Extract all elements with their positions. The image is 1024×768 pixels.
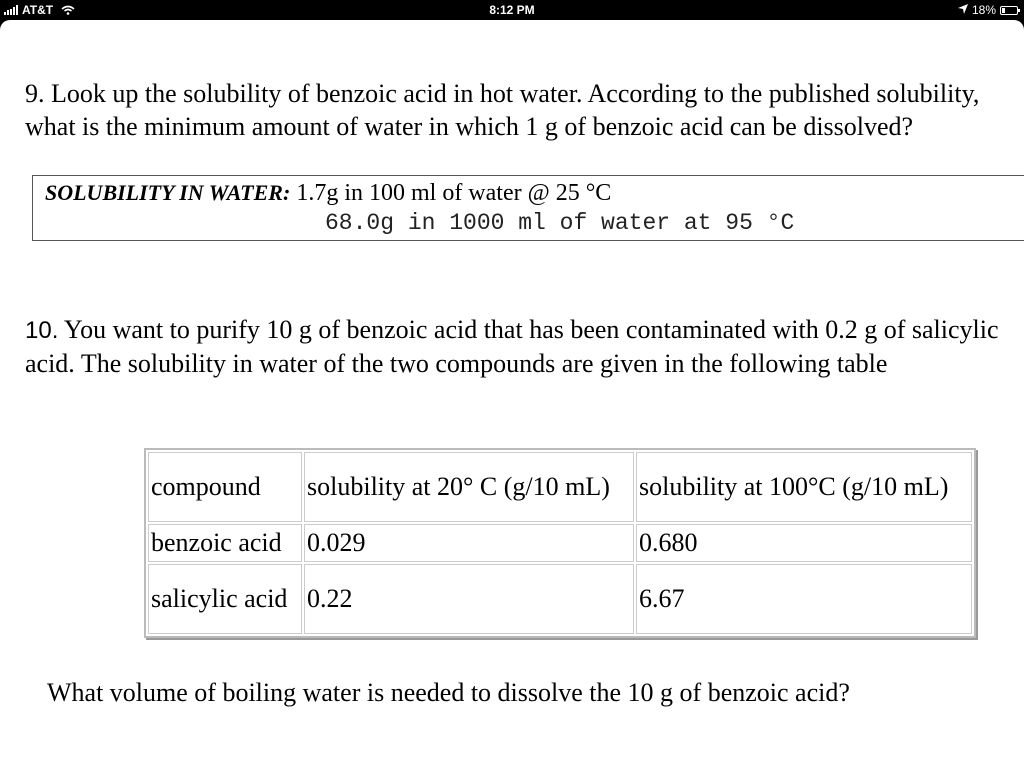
solubility-label: SOLUBILITY IN WATER:: [45, 180, 291, 205]
solubility-line-1: [45, 179, 611, 207]
table-header-row: [148, 452, 972, 522]
solubility-table: [144, 448, 976, 638]
question-9-text: 9. Look up the solubility of benzoic acid in hot water. According to the published solubility, what is the minimum amount of water in which 1 g of benzoic acid can be dissolved?: [25, 79, 980, 141]
solubility-value-95c: 68.0g in 1000 ml of water at 95 °C: [325, 210, 795, 236]
table-cell: 0.680: [636, 524, 972, 562]
status-right: [958, 3, 1018, 17]
question-10-body: You want to purify 10 g of benzoic acid that has been contaminated with 0.2 g of salicylic acid. The solubility in water of the two compounds are given in the following table: [25, 315, 999, 378]
status-bar: [0, 0, 1024, 20]
document-page[interactable]: [0, 20, 1024, 768]
table-row: [148, 564, 972, 634]
solubility-value-25c: 1.7g in 100 ml of water @ 25 °C: [296, 180, 612, 206]
table-cell: salicylic acid: [148, 564, 302, 634]
table-header-cell: compound: [148, 452, 302, 522]
battery-icon: [1000, 6, 1018, 15]
question-10-text: [25, 313, 1020, 380]
table-header-cell: solubility at 100°C (g/10 mL): [636, 452, 972, 522]
status-time: 8:12 PM: [489, 3, 535, 17]
table-cell: 0.029: [304, 524, 634, 562]
follow-up-question: What volume of boiling water is needed to dissolve the 10 g of benzoic acid?: [47, 678, 850, 707]
carrier-label: AT&T: [22, 3, 54, 17]
table-cell: 6.67: [636, 564, 972, 634]
table-row: [148, 524, 972, 562]
solubility-box: [32, 175, 1024, 241]
question-10-number: 10.: [25, 317, 59, 344]
table-header-cell: solubility at 20° C (g/10 mL): [304, 452, 634, 522]
location-arrow-icon: [958, 3, 968, 17]
table-cell: benzoic acid: [148, 524, 302, 562]
table-cell: 0.22: [304, 564, 634, 634]
battery-percent: 18%: [971, 3, 996, 17]
